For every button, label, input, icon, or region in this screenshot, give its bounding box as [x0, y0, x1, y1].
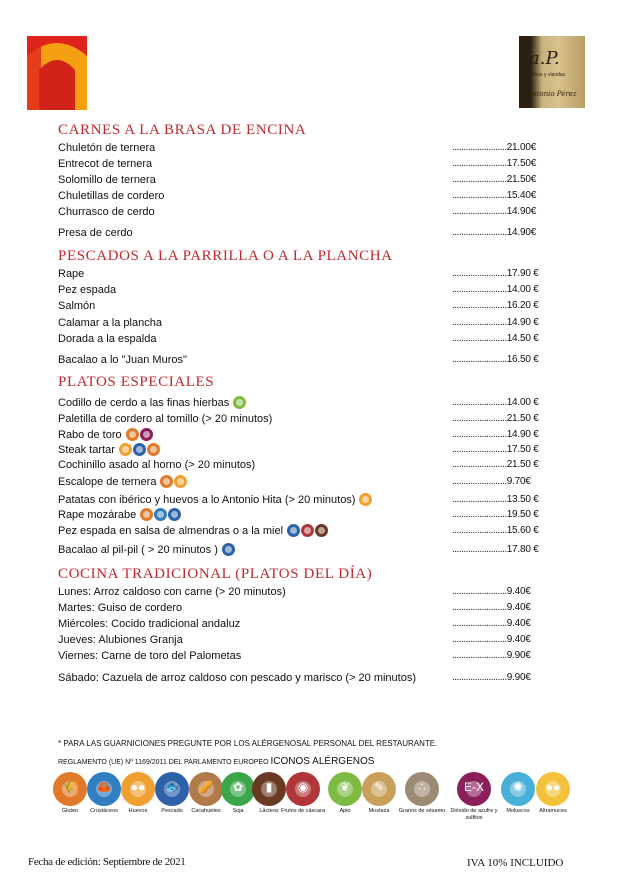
- menu-item-name: Calamar a la plancha: [58, 317, 162, 329]
- menu-item: [58, 508, 181, 522]
- apio-icon: [328, 772, 362, 806]
- menu-item-name: Paletilla de cordero al tomillo (> 20 minutos): [58, 413, 273, 425]
- allergen-label: Moluscos: [506, 808, 530, 814]
- menu-item-name: Viernes: Carne de toro del Palometas: [58, 650, 242, 662]
- menu-item-price: ........................16.20 €: [452, 300, 539, 311]
- menu-item-name: Chuletón de ternera: [58, 142, 156, 154]
- moluscos-glyph: ✺: [512, 780, 524, 794]
- menu-item-name: Jueves: Alubiones Granja: [58, 634, 183, 646]
- allergen-label: Dióxido de azufre y sulfitos: [450, 808, 498, 821]
- allergen-label: Granos de sésamo: [398, 808, 446, 814]
- price-value: 19.50 €: [506, 509, 539, 520]
- menu-item-price: ........................19.50 €: [452, 509, 539, 520]
- menu-item: [58, 671, 416, 685]
- menu-item: [58, 226, 133, 240]
- apio-glyph: ❦: [339, 780, 351, 794]
- huevos-glyph: ●●: [130, 780, 146, 794]
- menu-item-name: Sábado: Cazuela de arroz caldoso con pescado y marisco (> 20 minutos): [58, 672, 416, 684]
- price-value: 17.50 €: [506, 444, 539, 455]
- price-value: 14.50 €: [506, 333, 539, 344]
- menu-item-price: ........................15.40€: [452, 190, 537, 201]
- menu-item-price: ........................13.50 €: [452, 494, 539, 505]
- frutos-icon: [286, 772, 320, 806]
- menu-item: [58, 475, 187, 489]
- menu-item-name: Rape mozárabe: [58, 509, 137, 521]
- sesamo-icon: [405, 772, 439, 806]
- allergen-label: Huevos: [128, 808, 148, 814]
- menu-item: [58, 458, 255, 472]
- mostaza-icon: [362, 772, 396, 806]
- section-title: CARNES A LA BRASA DE ENCINA: [58, 122, 307, 138]
- allergen-label: Lácteos: [259, 808, 279, 814]
- price-value: 16.50 €: [506, 354, 539, 365]
- menu-item-price: ........................9.40€: [452, 602, 531, 613]
- pescado-allergen-icon: [133, 443, 146, 456]
- price-value: 17.90 €: [506, 268, 539, 279]
- price-value: 9.90€: [506, 672, 531, 683]
- allergen-label: Soja: [232, 808, 244, 814]
- menu-item-name: Chuletillas de cordero: [58, 190, 165, 202]
- menu-item: [58, 617, 240, 631]
- garnish-note: * PARA LAS GUARNICIONES PREGUNTE POR LOS ALÉRGENOSAL PERSONAL DEL RESTAURANTE.: [58, 739, 438, 748]
- menu-item-name: Presa de cerdo: [58, 227, 133, 239]
- menu-item: [58, 283, 116, 297]
- huevos-allergen-icon: [174, 475, 187, 488]
- gluten-allergen-icon: [140, 508, 153, 521]
- gluten-glyph: 🌾: [62, 780, 78, 794]
- allergen-label: Frutos de cáscara: [280, 808, 326, 814]
- menu-item-price: ........................17.50 €: [452, 444, 539, 455]
- menu-item-price: ........................21.50€: [452, 174, 537, 185]
- menu-item-price: ........................14.90 €: [452, 317, 539, 328]
- menu-item: [58, 412, 272, 426]
- altramuces-glyph: ●●: [545, 780, 561, 794]
- menu-item-price: ........................16.50 €: [452, 354, 539, 365]
- price-value: 21.50 €: [506, 413, 539, 424]
- apio-allergen-icon: [233, 396, 246, 409]
- menu-item-name: Bacalao a lo "Juan Muros": [58, 354, 187, 366]
- price-value: 15.60 €: [506, 525, 539, 536]
- menu-item-price: ........................14.00 €: [452, 397, 539, 408]
- menu-item-name: Entrecot de ternera: [58, 158, 153, 170]
- price-value: 9.40€: [506, 618, 531, 629]
- sesamo-glyph: ∴: [418, 780, 426, 794]
- menu-item-name: Patatas con ibérico y huevos a lo Antonio Hita (> 20 minutos): [58, 494, 356, 506]
- price-value: 14.90 €: [506, 429, 539, 440]
- section-title: PLATOS ESPECIALES: [58, 374, 215, 390]
- menu-item-name: Cochinillo asado al horno (> 20 minutos): [58, 459, 256, 471]
- huevos-allergen-icon: [119, 443, 132, 456]
- menu-item: [58, 299, 95, 313]
- menu-item: [58, 649, 241, 663]
- menu-item-price: ........................9.40€: [452, 634, 531, 645]
- price-value: 21.50€: [506, 174, 537, 185]
- logo-name: Antonio Pérez: [527, 90, 577, 98]
- menu-item-price: ........................9.70€: [452, 476, 531, 487]
- allergen-label: Apio: [339, 808, 351, 814]
- price-value: 14.90€: [506, 227, 537, 238]
- cacahuetes-glyph: 🥜: [198, 780, 214, 794]
- soja-icon: [221, 772, 255, 806]
- moluscos-icon: [501, 772, 535, 806]
- menu-item-name: Pez espada en salsa de almendras o a la miel: [58, 525, 284, 537]
- price-value: 9.70€: [506, 476, 531, 487]
- menu-item: [58, 205, 155, 219]
- menu-item: [58, 428, 153, 442]
- allergen-icons-title: ICONOS ALÉRGENOS: [270, 756, 375, 767]
- frutos-glyph: ◉: [297, 780, 309, 794]
- altramuces-icon: [536, 772, 570, 806]
- menu-item-name: Churrasco de cerdo: [58, 206, 155, 218]
- menu-item: [58, 316, 162, 330]
- price-value: 14.00 €: [506, 284, 539, 295]
- cacahuetes-icon: [189, 772, 223, 806]
- menu-item: [58, 601, 182, 615]
- sulfitos-glyph: E-X: [463, 780, 484, 794]
- pescado-icon: [155, 772, 189, 806]
- menu-item: [58, 524, 328, 538]
- sulfitos-icon: [457, 772, 491, 806]
- menu-item-price: ........................21.00€: [452, 142, 537, 153]
- allergen-label: Pescado: [161, 808, 183, 814]
- frutos-allergen-icon: [301, 524, 314, 537]
- menu-item-name: Miércoles: Cocido tradicional andaluz: [58, 618, 241, 630]
- section-title: PESCADOS A LA PARRILLA O A LA PLANCHA: [58, 248, 393, 264]
- restaurant-logo-icon: [27, 36, 87, 110]
- edition-date: Fecha de edición: Septiembre de 2021: [28, 856, 186, 868]
- menu-item: [58, 332, 156, 346]
- menu-item-name: Dorada a la espalda: [58, 333, 157, 345]
- menu-item-name: Pez espada: [58, 284, 117, 296]
- menu-item-price: ........................9.40€: [452, 586, 531, 597]
- menu-item-price: ........................21.50 €: [452, 413, 539, 424]
- lacteos-allergen-icon: [315, 524, 328, 537]
- lacteos-glyph: ▮: [265, 780, 273, 794]
- sulfitos-allergen-icon: [140, 428, 153, 441]
- mostaza-glyph: ✎: [373, 780, 385, 794]
- menu-item-name: Codillo de cerdo a las finas hierbas: [58, 397, 230, 409]
- menu-item-price: ........................9.90€: [452, 650, 531, 661]
- price-value: 21.50 €: [506, 459, 539, 470]
- gluten-allergen-icon: [147, 443, 160, 456]
- menu-item-price: ........................17.50€: [452, 158, 537, 169]
- pescado-allergen-icon: [168, 508, 181, 521]
- huevos-icon: [121, 772, 155, 806]
- allergen-label: Mostaza: [368, 808, 390, 814]
- crustaceos-icon: [87, 772, 121, 806]
- menu-item-name: Rabo de toro: [58, 429, 122, 441]
- price-value: 9.90€: [506, 650, 531, 661]
- menu-item: [58, 493, 372, 507]
- price-value: 14.90 €: [506, 317, 539, 328]
- menu-item-name: Solomillo de ternera: [58, 174, 156, 186]
- menu-item-price: ........................9.40€: [452, 618, 531, 629]
- menu-item: [58, 396, 246, 410]
- regulation-line: [58, 756, 374, 767]
- menu-item-price: ........................14.50 €: [452, 333, 539, 344]
- price-value: 16.20 €: [506, 300, 539, 311]
- gluten-allergen-icon: [126, 428, 139, 441]
- allergen-label: Gluten: [61, 808, 79, 814]
- pescado-glyph: 🐟: [164, 780, 180, 794]
- allergen-label: Cacahuetes: [191, 808, 221, 814]
- price-value: 9.40€: [506, 634, 531, 645]
- price-value: 17.80 €: [506, 544, 539, 555]
- pescado-allergen-icon: [287, 524, 300, 537]
- section-title: COCINA TRADICIONAL (PLATOS DEL DÍA): [58, 566, 373, 582]
- menu-item: [58, 141, 155, 155]
- menu-item-name: Escalope de ternera: [58, 476, 157, 488]
- allergen-label: Crustáceos: [90, 808, 118, 814]
- logo-tagline: vinos y viandas: [531, 72, 566, 78]
- price-value: 14.90€: [506, 206, 537, 217]
- menu-item-name: Steak tartar: [58, 444, 115, 456]
- menu-item-price: ........................14.90€: [452, 227, 537, 238]
- menu-item-name: Bacalao al pil-pil ( > 20 minutos ): [58, 544, 218, 556]
- menu-item: [58, 267, 84, 281]
- menu-item-name: Lunes: Arroz caldoso con carne (> 20 minutos): [58, 586, 286, 598]
- menu-item-price: ........................17.90 €: [452, 268, 539, 279]
- gluten-icon: [53, 772, 87, 806]
- gluten-allergen-icon: [160, 475, 173, 488]
- menu-item: [58, 353, 187, 367]
- menu-item-price: ........................14.00 €: [452, 284, 539, 295]
- price-value: 21.00€: [506, 142, 537, 153]
- pescado-allergen-icon: [222, 543, 235, 556]
- menu-item: [58, 585, 286, 599]
- iva-note: IVA 10% INCLUIDO: [467, 857, 564, 869]
- regulation-text: REGLAMENTO (UE) Nº 1169/2011 DEL PARLAMENTO EUROPEO: [58, 759, 269, 766]
- menu-item: [58, 189, 164, 203]
- menu-item: [58, 173, 156, 187]
- menu-item-price: ........................15.60 €: [452, 525, 539, 536]
- menu-item-price: ........................14.90 €: [452, 429, 539, 440]
- huevos-allergen-icon: [359, 493, 372, 506]
- menu-item: [58, 633, 183, 647]
- menu-item-price: ........................9.90€: [452, 672, 531, 683]
- menu-item-name: Rape: [58, 268, 85, 280]
- allergen-label: Altramuces: [539, 808, 567, 814]
- menu-item-name: Martes: Guiso de cordero: [58, 602, 183, 614]
- menu-item: [58, 543, 235, 557]
- menu-item-price: ........................17.80 €: [452, 544, 539, 555]
- price-value: 9.40€: [506, 602, 531, 613]
- price-value: 14.00 €: [506, 397, 539, 408]
- soja-glyph: ✿: [232, 780, 244, 794]
- price-value: 13.50 €: [506, 494, 539, 505]
- price-value: 15.40€: [506, 190, 537, 201]
- crustaceos-allergen-icon: [154, 508, 167, 521]
- menu-item: [58, 157, 152, 171]
- antonio-perez-logo-icon: [519, 36, 585, 108]
- price-value: 9.40€: [506, 586, 531, 597]
- menu-item-price: ........................14.90€: [452, 206, 537, 217]
- logo-mark: a.P.: [529, 48, 560, 69]
- menu-item-price: ........................21.50 €: [452, 459, 539, 470]
- crustaceos-glyph: 🦀: [96, 780, 112, 794]
- menu-item-name: Salmón: [58, 300, 96, 312]
- menu-item: [58, 443, 160, 457]
- lacteos-icon: [252, 772, 286, 806]
- price-value: 17.50€: [506, 158, 537, 169]
